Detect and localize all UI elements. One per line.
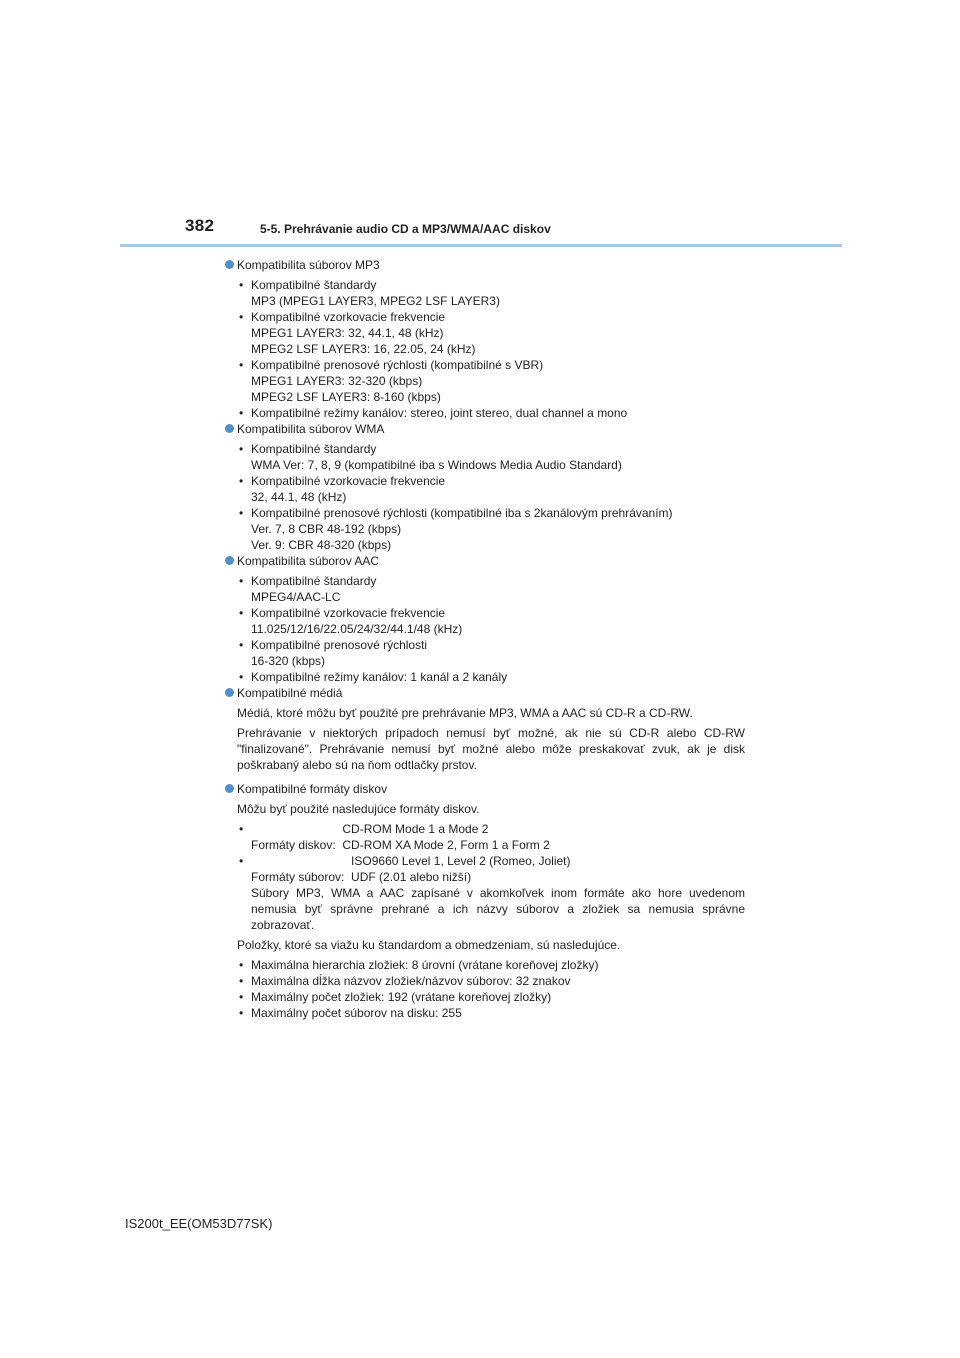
bullet-dot-icon: • xyxy=(239,958,244,972)
item-label: Kompatibilné štandardy xyxy=(251,442,377,456)
paragraph: Médiá, ktoré môžu byť použité pre prehrávanie MP3, WMA a AAC sú CD-R a CD-RW. xyxy=(237,706,693,720)
item-value: 32, 44.1, 48 (kHz) xyxy=(251,490,347,504)
section-heading xyxy=(225,553,745,569)
item-label: Kompatibilné vzorkovacie frekvencie xyxy=(251,310,446,324)
bullet-dot-icon: • xyxy=(239,638,244,652)
item-label: Kompatibilné štandardy xyxy=(251,574,377,588)
section-mp3 xyxy=(225,257,745,421)
bullet-dot-icon: • xyxy=(239,310,244,324)
page-body xyxy=(225,257,745,1021)
list-item xyxy=(239,637,745,669)
bullet-dot-icon: • xyxy=(239,574,244,588)
page-number: 382 xyxy=(185,216,215,235)
item-label: Maximálna hierarchia zložiek: 8 úrovní (vrátane koreňovej zložky) xyxy=(251,958,599,972)
section-aac xyxy=(225,553,745,685)
list-item xyxy=(239,853,745,933)
item-label: Formáty súborov: xyxy=(251,870,345,884)
item-label: Kompatibilné režimy kanálov: 1 kanál a 2 kanály xyxy=(251,670,508,684)
list-item xyxy=(239,357,745,405)
item-value: MPEG2 LSF LAYER3: 8-160 (kbps) xyxy=(251,390,441,404)
bullet-dot-icon: • xyxy=(239,442,244,456)
bullet-dot-icon: • xyxy=(239,358,244,372)
spec-list xyxy=(225,441,745,553)
item-label: Kompatibilné prenosové rýchlosti (kompatibilné iba s 2kanálovým prehrávaním) xyxy=(251,506,673,520)
section-heading xyxy=(225,781,745,797)
item-value: MPEG1 LAYER3: 32-320 (kbps) xyxy=(251,374,423,388)
limits-list xyxy=(225,957,745,1021)
item-value-group xyxy=(351,853,570,885)
bullet-circle-icon xyxy=(225,784,234,793)
bullet-circle-icon xyxy=(225,688,234,697)
bullet-dot-icon: • xyxy=(239,506,244,520)
item-value: 16-320 (kbps) xyxy=(251,654,326,668)
item-value: MPEG4/AAC-LC xyxy=(251,590,341,604)
item-value: CD-ROM Mode 1 a Mode 2 xyxy=(342,822,489,836)
bullet-dot-icon: • xyxy=(239,974,244,988)
list-item xyxy=(239,573,745,605)
item-label: Kompatibilné prenosové rýchlosti xyxy=(251,638,428,652)
list-item xyxy=(239,669,745,685)
list-item xyxy=(239,973,745,989)
item-label: Kompatibilné štandardy xyxy=(251,278,377,292)
list-item xyxy=(239,1005,745,1021)
bullet-dot-icon: • xyxy=(239,670,244,684)
section-formats xyxy=(225,781,745,1021)
item-label: Kompatibilné režimy kanálov: stereo, joint stereo, dual channel a mono xyxy=(251,406,628,420)
bullet-dot-icon: • xyxy=(239,990,244,1004)
list-item xyxy=(239,405,745,421)
item-value: UDF (2.01 alebo nižší) xyxy=(351,870,472,884)
item-value-group xyxy=(342,821,549,853)
bullet-dot-icon: • xyxy=(239,606,244,620)
document-code: IS200t_EE(OM53D77SK) xyxy=(125,1216,273,1231)
spec-list xyxy=(225,277,745,421)
item-value: Ver. 7, 8 CBR 48-192 (kbps) xyxy=(251,522,402,536)
item-value: CD-ROM XA Mode 2, Form 1 a Form 2 xyxy=(342,838,550,852)
list-item xyxy=(239,473,745,505)
format-list xyxy=(225,821,745,933)
bullet-circle-icon xyxy=(225,260,234,269)
paragraph: Prehrávanie v niektorých prípadoch nemusí byť možné, ak nie sú CD-R alebo CD-RW "finalizované". Prehrávanie nemusí byť možné alebo môže preskakovať zvuk, ak je disk poškrabaný alebo sú na ňom odtlačky prstov. xyxy=(237,726,745,772)
bullet-dot-icon: • xyxy=(239,278,244,292)
spec-list xyxy=(225,573,745,685)
item-note: Súbory MP3, WMA a AAC zapísané v akomkoľvek inom formáte ako hore uvedenom nemusia byť správne prehrané a ich názvy súborov a zložiek sa nemusia správne zobrazovať. xyxy=(251,886,745,932)
item-label: Kompatibilné vzorkovacie frekvencie xyxy=(251,474,446,488)
item-value: MPEG2 LSF LAYER3: 16, 22.05, 24 (kHz) xyxy=(251,342,476,356)
heading-text: Kompatibilita súborov WMA xyxy=(237,422,385,436)
heading-text: Kompatibilné formáty diskov xyxy=(237,782,388,796)
item-label: Kompatibilné vzorkovacie frekvencie xyxy=(251,606,446,620)
bullet-dot-icon: • xyxy=(239,822,244,836)
bullet-dot-icon: • xyxy=(239,854,244,868)
section-media xyxy=(225,685,745,773)
list-item xyxy=(239,989,745,1005)
list-item xyxy=(239,821,745,853)
item-label: Kompatibilné prenosové rýchlosti (kompatibilné s VBR) xyxy=(251,358,544,372)
heading-text: Kompatibilita súborov MP3 xyxy=(237,258,380,272)
paragraph: Položky, ktoré sa viažu ku štandardom a obmedzeniam, sú nasledujúce. xyxy=(237,938,621,952)
header-divider xyxy=(120,244,842,247)
bullet-circle-icon xyxy=(225,424,234,433)
list-item xyxy=(239,309,745,357)
bullet-dot-icon: • xyxy=(239,1006,244,1020)
section-wma xyxy=(225,421,745,553)
list-item xyxy=(239,505,745,553)
item-value: WMA Ver: 7, 8, 9 (kompatibilné iba s Windows Media Audio Standard) xyxy=(251,458,622,472)
section-heading xyxy=(225,257,745,273)
item-label: Formáty diskov: xyxy=(251,838,336,852)
section-heading xyxy=(225,421,745,437)
list-item xyxy=(239,605,745,637)
section-heading xyxy=(225,685,745,701)
section-title: 5-5. Prehrávanie audio CD a MP3/WMA/AAC diskov xyxy=(260,222,551,236)
bullet-circle-icon xyxy=(225,556,234,565)
item-value: MPEG1 LAYER3: 32, 44.1, 48 (kHz) xyxy=(251,326,444,340)
bullet-dot-icon: • xyxy=(239,406,244,420)
item-label: Maximálny počet súborov na disku: 255 xyxy=(251,1006,462,1020)
list-item xyxy=(239,441,745,473)
list-item xyxy=(239,957,745,973)
heading-text: Kompatibilné médiá xyxy=(237,686,343,700)
item-value: Ver. 9: CBR 48-320 (kbps) xyxy=(251,538,392,552)
item-value: ISO9660 Level 1, Level 2 (Romeo, Joliet) xyxy=(351,854,571,868)
item-value: MP3 (MPEG1 LAYER3, MPEG2 LSF LAYER3) xyxy=(251,294,500,308)
paragraph: Môžu byť použité nasledujúce formáty diskov. xyxy=(237,802,480,816)
item-label: Maximálna dĺžka názvov zložiek/názvov súborov: 32 znakov xyxy=(251,974,571,988)
item-value: 11.025/12/16/22.05/24/32/44.1/48 (kHz) xyxy=(251,622,463,636)
heading-text: Kompatibilita súborov AAC xyxy=(237,554,380,568)
list-item xyxy=(239,277,745,309)
bullet-dot-icon: • xyxy=(239,474,244,488)
item-label: Maximálny počet zložiek: 192 (vrátane koreňovej zložky) xyxy=(251,990,552,1004)
